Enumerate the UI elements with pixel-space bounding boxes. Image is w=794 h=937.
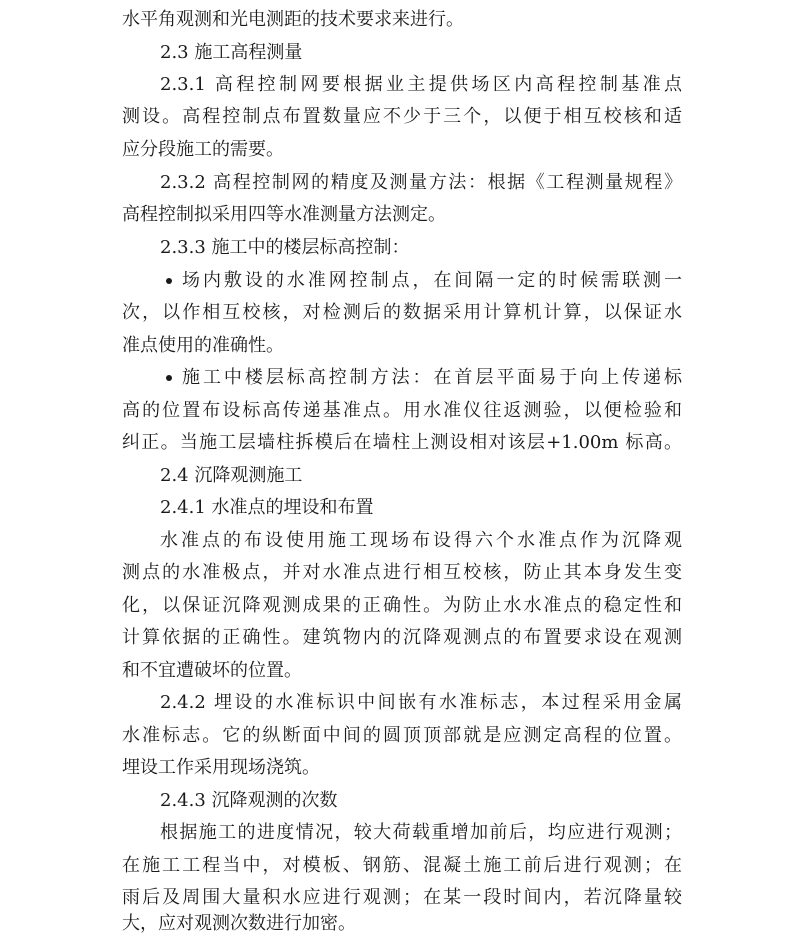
text-line: 化，以保证沉降观测成果的正确性。为防止水水准点的稳定性和 [122, 595, 682, 616]
text-line: 水准标志。它的纵断面中间的圆顶顶部就是应测定高程的位置。 [122, 725, 682, 746]
section-heading: 2.4.3 沉降观测的次数 [160, 790, 338, 811]
section-heading: 2.3 施工高程测量 [160, 42, 303, 63]
section-heading: 2.4 沉降观测施工 [160, 465, 303, 486]
text-line: 和不宜遭破坏的位置。 [122, 660, 302, 681]
bullet-icon [166, 278, 172, 284]
text-line: 水准点的布设使用施工现场布设得六个水准点作为沉降观 [160, 530, 682, 551]
text-line: 测点的水准极点，并对水准点进行相互校核，防止其本身发生变 [122, 562, 682, 583]
text-line: 高的位置布设标高传递基准点。用水准仪往返测验，以便检验和 [122, 400, 682, 421]
section-heading: 2.3.3 施工中的楼层标高控制： [160, 237, 410, 258]
text-line: 大，应对观测次数进行加密。 [122, 913, 356, 934]
text-line: 应分段施工的需要。 [122, 139, 284, 160]
text-line: 2.3.1 高程控制网要根据业主提供场区内高程控制基准点 [160, 74, 682, 95]
text-line: 纠正。当施工层墙柱拆模后在墙柱上测设相对该层+1.00m 标高。 [122, 432, 682, 453]
text-line: 2.4.2 埋设的水准标识中间嵌有水准标志，本过程采用金属 [160, 692, 682, 713]
text-line: 水平角观测和光电测距的技术要求来进行。 [122, 9, 464, 30]
text-line: 根据施工的进度情况，较大荷载重增加前后，均应进行观测； [160, 822, 682, 843]
section-heading: 2.4.1 水准点的埋设和布置 [160, 497, 374, 518]
text-line: 埋设工作采用现场浇筑。 [122, 757, 320, 778]
text-line: 测设。高程控制点布置数量应不少于三个，以便于相互校核和适 [122, 106, 682, 127]
text-line: 次，以作相互校核，对检测后的数据采用计算机计算，以保证水 [122, 302, 682, 323]
text-line: 高程控制拟采用四等水准测量方法测定。 [122, 204, 446, 225]
text-line: 雨后及周围大量积水应进行观测；在某一段时间内，若沉降量较 [122, 887, 682, 908]
bullet-icon [166, 375, 172, 381]
text-line: 计算依据的正确性。建筑物内的沉降观测点的布置要求设在观测 [122, 627, 682, 648]
text-line: 准点使用的准确性。 [122, 335, 284, 356]
list-item: 施工中楼层标高控制方法：在首层平面易于向上传递标 [182, 367, 682, 388]
text-line: 2.3.2 高程控制网的精度及测量方法：根据《工程测量规程》 [160, 172, 682, 193]
list-item: 场内敷设的水准网控制点，在间隔一定的时候需联测一 [182, 270, 682, 291]
text-line: 在施工工程当中，对模板、钢筋、混凝土施工前后进行观测；在 [122, 855, 682, 876]
